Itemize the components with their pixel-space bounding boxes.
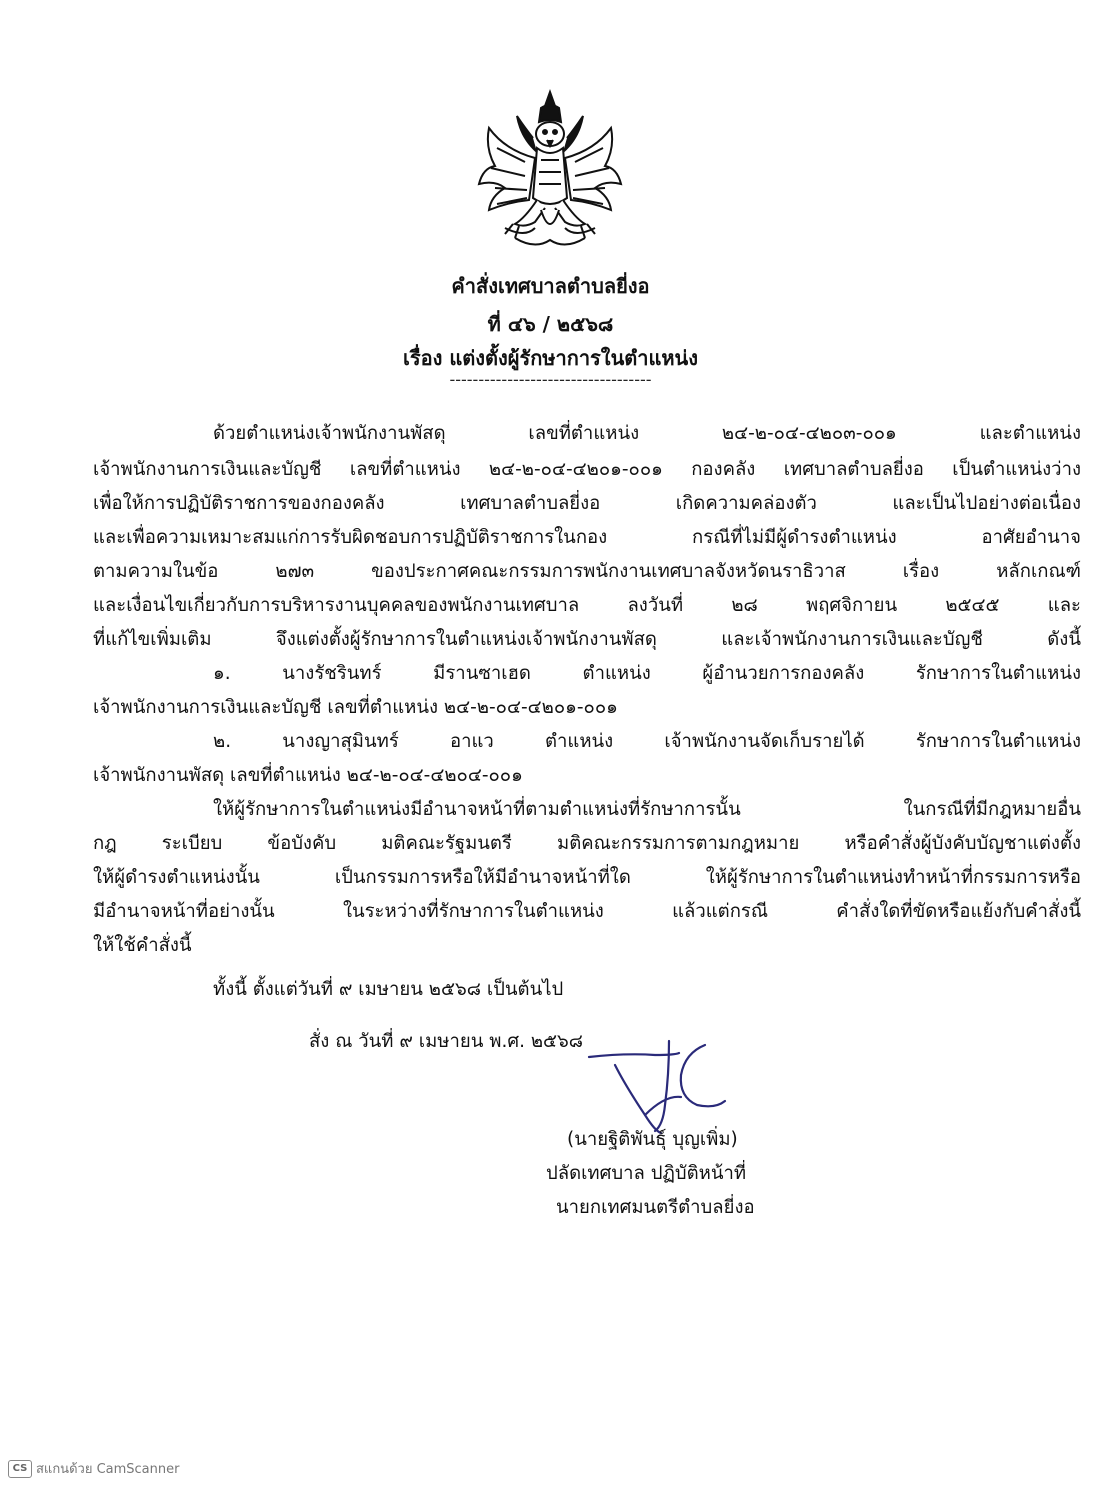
body-line-6: และเงื่อนไขเกี่ยวกับการบริหารงานบุคคลของพนักงานเทศบาล ลงวันที่ ๒๘ พฤศจิกายน ๒๕๔๕ และ <box>93 595 1081 616</box>
body-line-1: ด้วยตำแหน่งเจ้าพนักงานพัสดุ เลขที่ตำแหน่ง ๒๔-๒-๐๔-๔๒๐๓-๐๐๑ และตำแหน่ง <box>213 423 1081 444</box>
scanner-text: สแกนด้วย CamScanner <box>36 1462 180 1477</box>
body-line-11: มีอำนาจหน้าที่อย่างนั้น ในระหว่างที่รักษาการในตำแหน่ง แล้วแต่กรณี คำสั่งใดที่ขัดหรือแย้งกับคำสั่งนี้ <box>93 901 1081 922</box>
body-line-4: และเพื่อความเหมาะสมแก่การรับผิดชอบการปฏิบัติราชการในกอง กรณีที่ไม่มีผู้ดำรงตำแหน่ง อาศัยอำนาจ <box>93 527 1081 548</box>
body-line-2: เจ้าพนักงานการเงินและบัญชี เลขที่ตำแหน่ง ๒๔-๒-๐๔-๔๒๐๑-๐๐๑ กองคลัง เทศบาลตำบลยี่งอ เป็นตำแหน่งว่าง <box>93 459 1081 480</box>
body-line-9: กฎ ระเบียบ ข้อบังคับ มติคณะรัฐมนตรี มติคณะกรรมการตามกฎหมาย หรือคำสั่งผู้บังคับบัญชาแต่งตั้ง <box>93 833 1081 854</box>
order-date-line: สั่ง ณ วันที่ ๙ เมษายน พ.ศ. ๒๕๖๘ <box>309 1031 584 1052</box>
body-line-8: ให้ผู้รักษาการในตำแหน่งมีอำนาจหน้าที่ตามตำแหน่งที่รักษาการนั้น ในกรณีที่มีกฎหมายอื่น <box>213 799 1081 820</box>
signatory-acting-position: นายกเทศมนตรีตำบลยี่งอ <box>556 1197 755 1218</box>
order-subject: เรื่อง แต่งตั้งผู้รักษาการในตำแหน่ง <box>403 346 698 370</box>
scanner-watermark <box>8 1458 179 1479</box>
body-item-2-line-1: ๒. นางญาสุมินทร์ อาแว ตำแหน่ง เจ้าพนักงานจัดเก็บรายได้ รักษาการในตำแหน่ง <box>213 731 1081 752</box>
signatory-position: ปลัดเทศบาล ปฏิบัติหน้าที่ <box>546 1163 747 1184</box>
signatory-name: (นายฐิติพันธุ์ บุญเพิ่ม) <box>567 1129 738 1150</box>
body-line-7: ที่แก้ไขเพิ่มเติม จึงแต่งตั้งผู้รักษาการในตำแหน่งเจ้าพนักงานพัสดุ และเจ้าพนักงานการเงินและบัญชี ดังนี้ <box>93 629 1081 650</box>
body-item-1-line-2: เจ้าพนักงานการเงินและบัญชี เลขที่ตำแหน่ง ๒๔-๒-๐๔-๔๒๐๑-๐๐๑ <box>93 697 618 718</box>
body-line-12: ให้ใช้คำสั่งนี้ <box>93 935 192 956</box>
divider-rule: ----------------------------------- <box>449 370 652 389</box>
body-line-5: ตามความในข้อ ๒๗๓ ของประกาศคณะกรรมการพนักงานเทศบาลจังหวัดนราธิวาส เรื่อง หลักเกณฑ์ <box>93 561 1081 582</box>
garuda-emblem-icon <box>475 88 625 258</box>
effective-date-line: ทั้งนี้ ตั้งแต่วันที่ ๙ เมษายน ๒๕๖๘ เป็นต้นไป <box>213 979 564 1000</box>
signature-scribble <box>585 1035 745 1135</box>
body-line-10: ให้ผู้ดำรงตำแหน่งนั้น เป็นกรรมการหรือให้มีอำนาจหน้าที่ใด ให้ผู้รักษาการในตำแหน่งทำหน้าที่กรรมการหรือ <box>93 867 1081 888</box>
order-title: คำสั่งเทศบาลตำบลยี่งอ <box>451 274 650 298</box>
body-item-2-line-2: เจ้าพนักงานพัสดุ เลขที่ตำแหน่ง ๒๔-๒-๐๔-๔๒๐๔-๐๐๑ <box>93 765 523 786</box>
order-number: ที่ ๔๖ / ๒๕๖๘ <box>487 312 614 336</box>
body-line-3: เพื่อให้การปฏิบัติราชการของกองคลัง เทศบาลตำบลยี่งอ เกิดความคล่องตัว และเป็นไปอย่างต่อเนื่อง <box>93 493 1081 514</box>
camscanner-logo-icon: CS <box>8 1460 32 1478</box>
body-item-1-line-1: ๑. นางรัชรินทร์ มีรานซาเฮด ตำแหน่ง ผู้อำนวยการกองคลัง รักษาการในตำแหน่ง <box>213 663 1081 684</box>
